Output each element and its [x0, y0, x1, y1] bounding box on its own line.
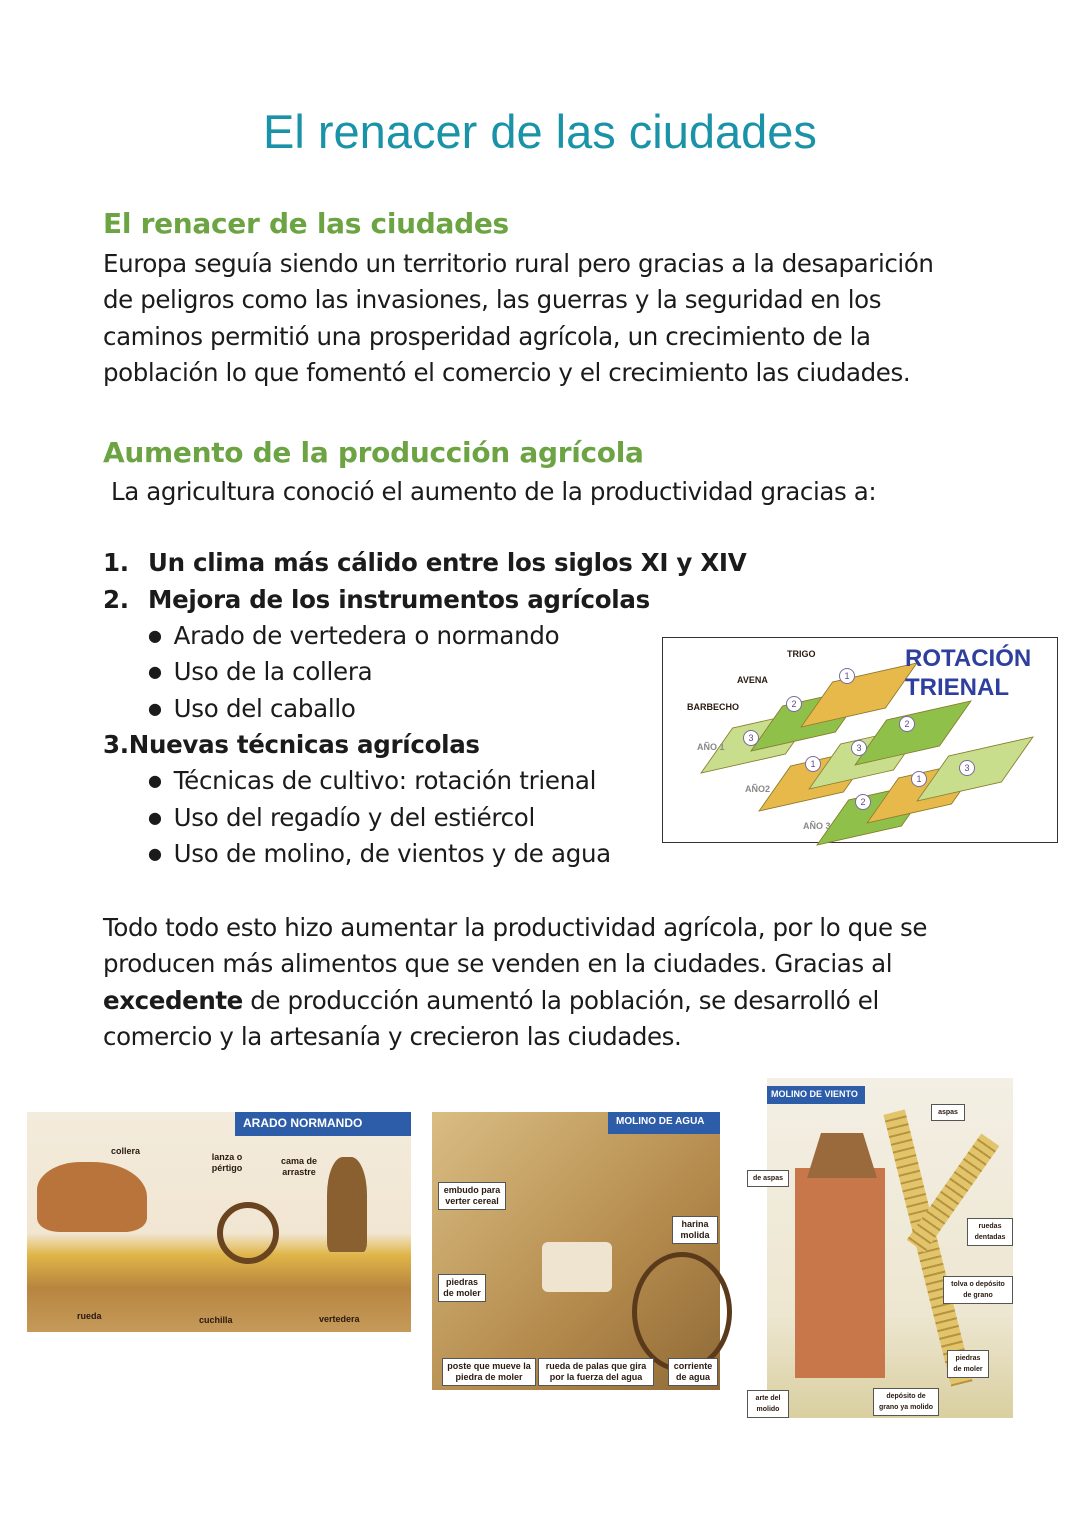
list-item-3: 3.Nuevas técnicas agrícolas — [103, 730, 480, 759]
label-ruedas: ruedas dentadas — [967, 1218, 1013, 1246]
list-text: Mejora de los instrumentos agrícolas — [148, 585, 650, 614]
bullet-item: ● Técnicas de cultivo: rotación trienal — [148, 766, 596, 795]
mill-tower-shape — [795, 1168, 885, 1378]
page-title: El renacer de las ciudades — [263, 105, 817, 158]
section-heading-produccion: Aumento de la producción agrícola — [103, 436, 644, 469]
label-piedras: piedras de moler — [438, 1274, 486, 1302]
number-circle: 2 — [899, 716, 915, 732]
number-circle: 2 — [855, 794, 871, 810]
number-circle: 3 — [743, 730, 759, 746]
bullet-item: ● Uso de la collera — [148, 657, 372, 686]
label-tolva: tolva o depósito de grano — [943, 1276, 1013, 1304]
label-avena: AVENA — [737, 675, 768, 685]
bullet-item: ● Uso de molino, de vientos y de agua — [148, 839, 611, 868]
list-number: 1. — [103, 548, 129, 577]
water-wheel-shape — [632, 1252, 732, 1372]
label-ano-3: AÑO 3 — [803, 821, 831, 831]
bullet-item: ● Uso del caballo — [148, 694, 356, 723]
number-circle: 3 — [959, 760, 975, 776]
label-partial-left: de aspas — [747, 1170, 789, 1187]
image-title: ARADO NORMANDO — [235, 1112, 411, 1136]
number-circle: 3 — [851, 740, 867, 756]
diagram-title-line: ROTACIÓN — [905, 645, 1032, 672]
label-poste: poste que mueve la piedra de moler — [442, 1358, 536, 1386]
text-line: Europa seguía siendo un territorio rural pero gracias a la desaparición — [103, 249, 934, 278]
diagram-title-line: TRIENAL — [905, 674, 1009, 701]
horse-shape — [37, 1162, 147, 1232]
label-aspas: aspas — [931, 1104, 965, 1121]
molino-agua-image — [432, 1112, 720, 1390]
bold-term-excedente: excedente — [103, 985, 243, 1015]
text-line: comercio y la artesanía y crecieron las ciudades. — [103, 1022, 682, 1052]
text-line: Todo todo esto hizo aumentar la productividad agrícola, por lo que se — [103, 913, 928, 942]
bullet-item: ● Uso del regadío y del estiércol — [148, 803, 535, 832]
number-circle: 1 — [911, 771, 927, 787]
text-span: de producción aumentó la población, se desarrolló el — [242, 985, 879, 1015]
arado-normando-image — [27, 1112, 411, 1332]
label-ano-1: AÑO 1 — [697, 742, 725, 752]
section-renacer-text — [103, 246, 1003, 392]
conclusion-text — [103, 910, 1003, 1056]
plough-wheel-shape — [217, 1202, 279, 1264]
list-text: Un clima más cálido entre los siglos XI y XIV — [148, 548, 747, 577]
label-ano-2: AÑO2 — [745, 784, 771, 794]
label-vertedera: vertedera — [319, 1314, 360, 1324]
number-circle: 1 — [805, 756, 821, 772]
farmer-shape — [327, 1157, 367, 1252]
mill-roof-shape — [807, 1133, 877, 1178]
millstone-shape — [542, 1242, 612, 1292]
label-embudo: embudo para verter cereal — [438, 1182, 506, 1210]
label-collera: collera — [111, 1146, 141, 1156]
label-harina: harina molida — [672, 1216, 718, 1244]
image-title: MOLINO DE AGUA — [608, 1112, 720, 1134]
label-piedras: piedras de moler — [947, 1350, 989, 1378]
label-rueda-palas: rueda de palas que gira por la fuerza del agua — [538, 1358, 654, 1386]
label-corriente: corriente de agua — [668, 1358, 718, 1386]
label-cuchilla: cuchilla — [199, 1315, 233, 1325]
section-produccion-intro: La agricultura conoció el aumento de la productividad gracias a: — [111, 477, 877, 506]
sail-shape — [883, 1109, 972, 1386]
text-line: de peligros como las invasiones, las guerras y la seguridad en los — [103, 285, 882, 315]
list-number: 2. — [103, 585, 129, 614]
label-cama: cama de arrastre — [280, 1156, 318, 1177]
image-title: MOLINO DE VIENTO — [767, 1086, 865, 1104]
section-heading-renacer: El renacer de las ciudades — [103, 207, 509, 240]
text-line: producen más alimentos que se venden en la ciudades. Gracias al — [103, 949, 893, 979]
label-barbecho: BARBECHO — [687, 702, 740, 712]
label-rueda: rueda — [77, 1311, 102, 1321]
list-item-1 — [103, 548, 746, 577]
label-deposito: depósito de grano ya molido — [873, 1388, 939, 1416]
list-item-2 — [103, 585, 650, 614]
label-lanza: lanza o pértigo — [211, 1152, 243, 1173]
label-trigo: TRIGO — [787, 649, 816, 659]
text-line: caminos permitió una prosperidad agrícola, un crecimiento de la — [103, 321, 871, 351]
text-line: población lo que fomentó el comercio y el crecimiento las ciudades. — [103, 358, 911, 388]
diagram-title — [905, 644, 1031, 702]
bullet-item: ● Arado de vertedera o normando — [148, 621, 559, 650]
number-circle: 2 — [786, 696, 802, 712]
molino-viento-image — [753, 1078, 1013, 1418]
label-partial-left: arte del molido — [747, 1390, 789, 1418]
rotacion-trienal-diagram — [662, 637, 1058, 843]
number-circle: 1 — [839, 668, 855, 684]
text-line — [103, 983, 1003, 1019]
